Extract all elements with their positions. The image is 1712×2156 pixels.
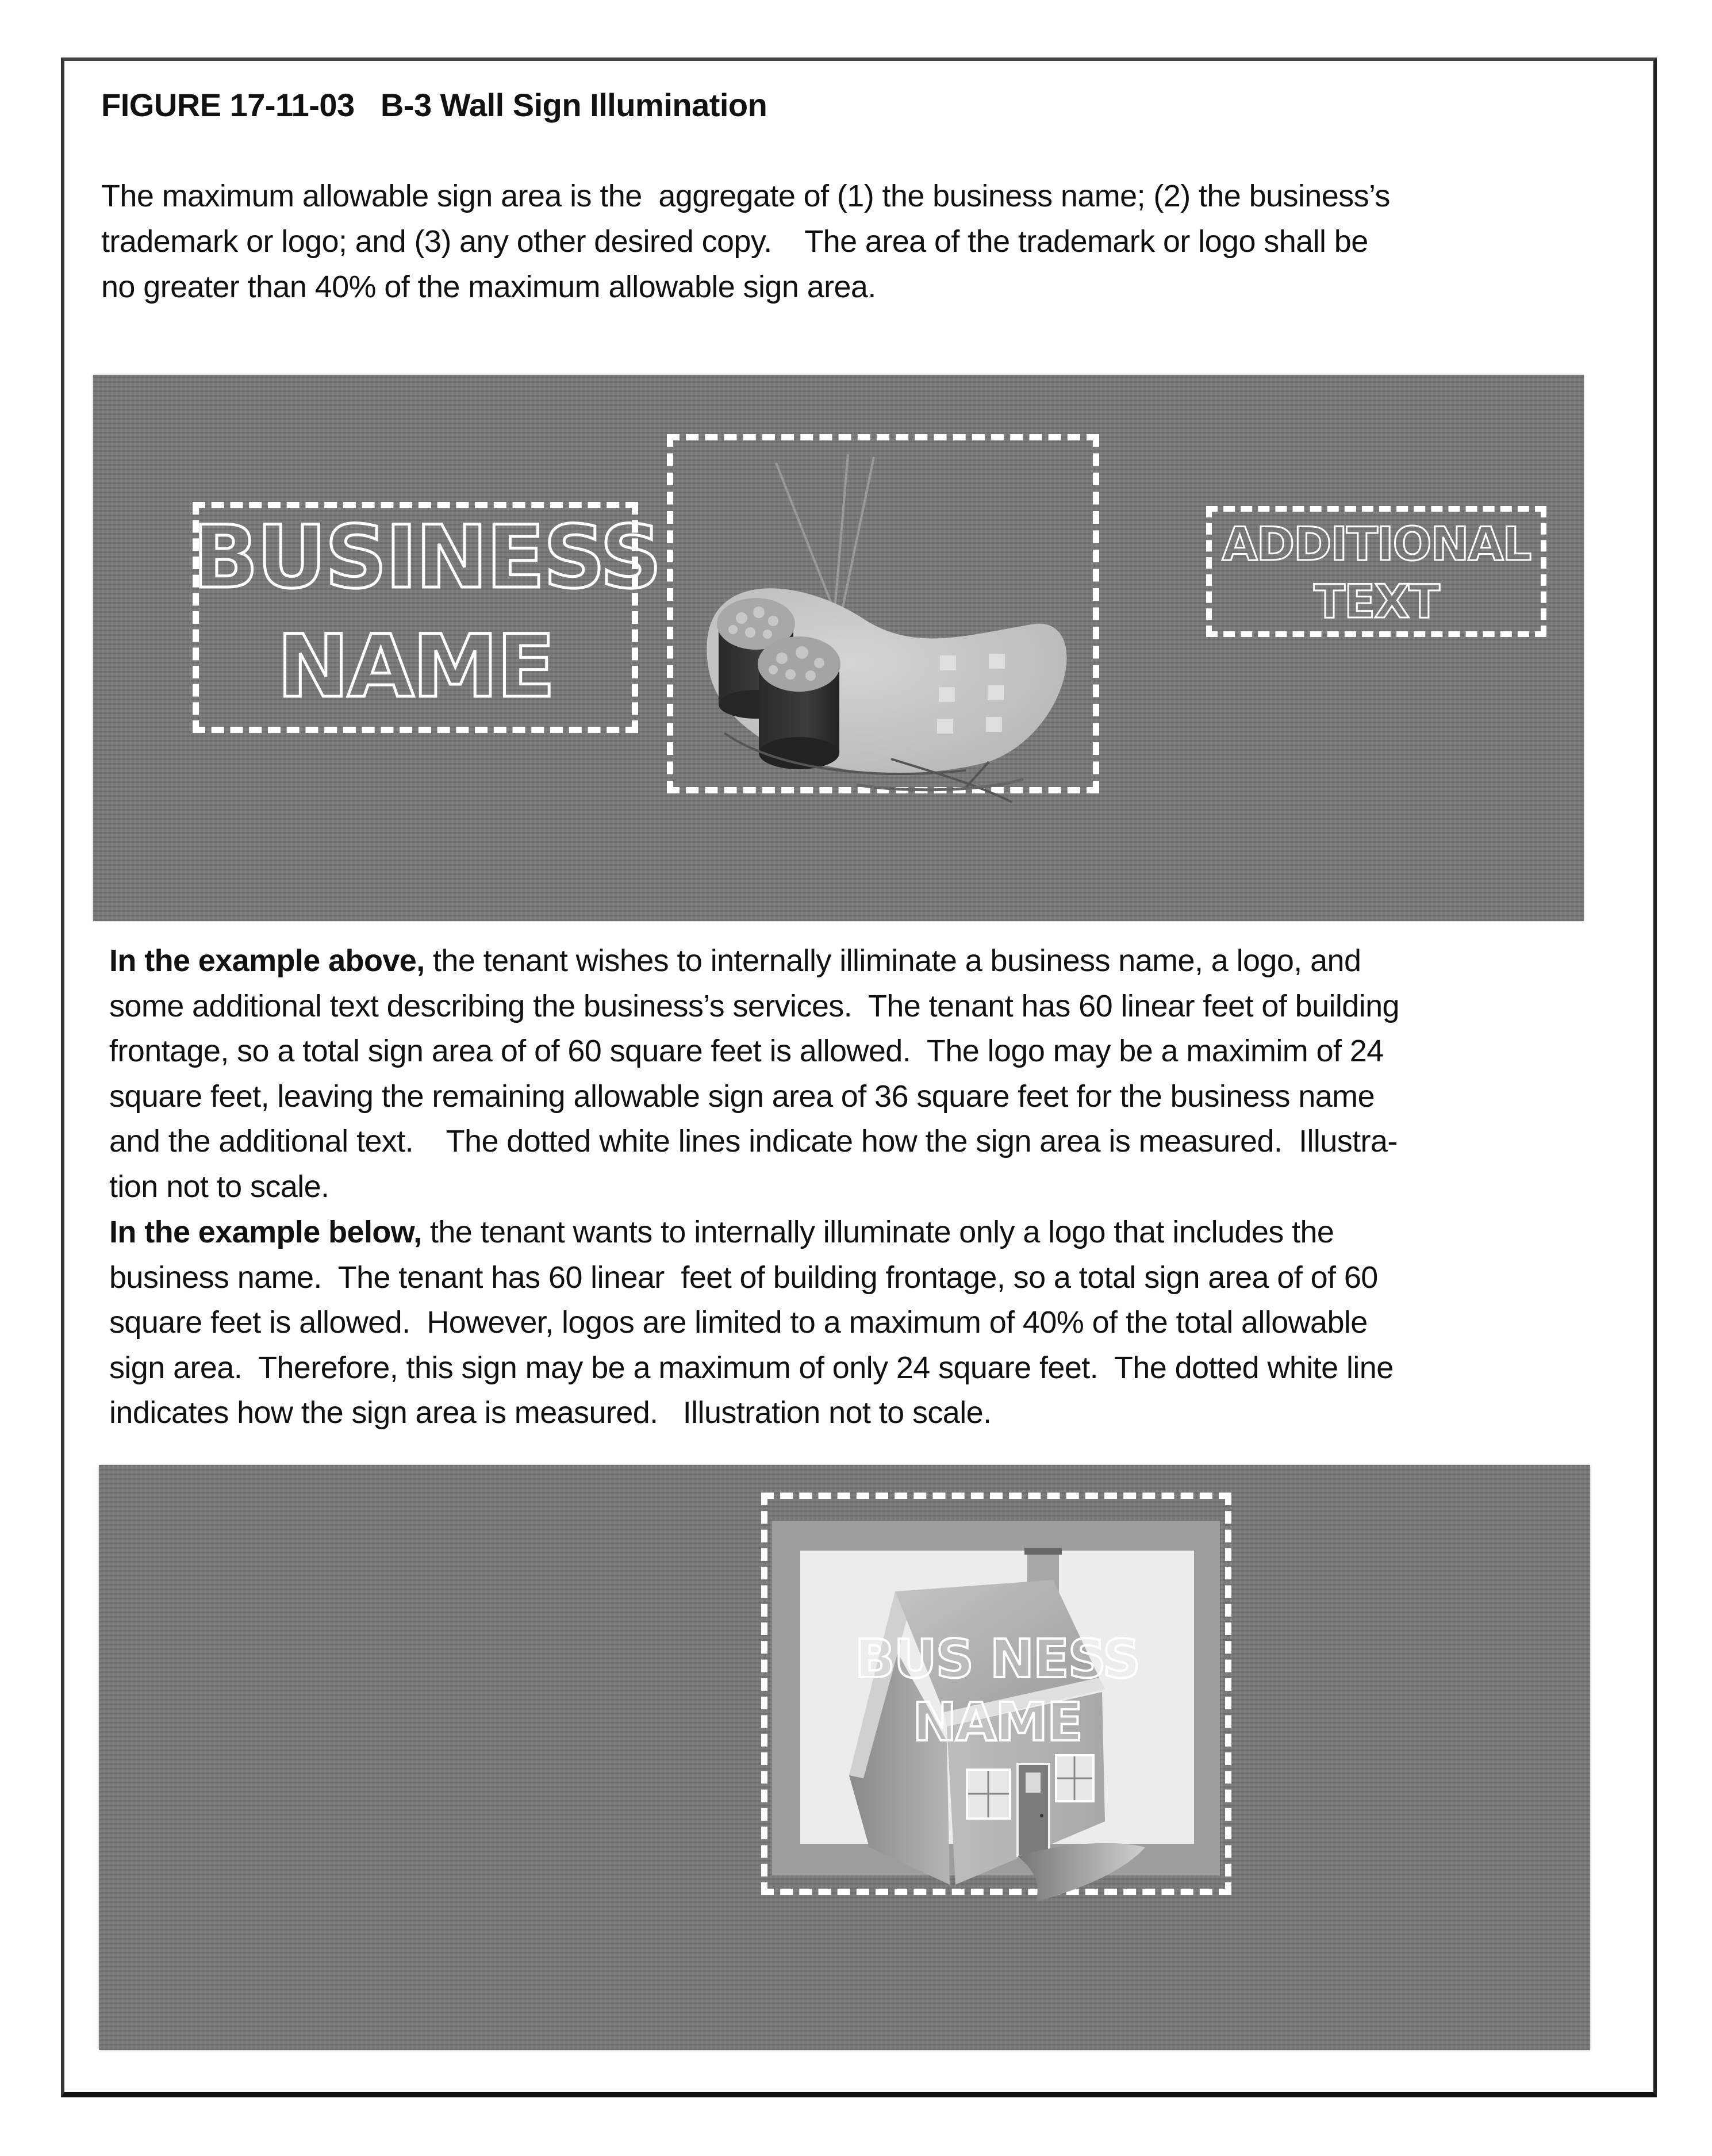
intro-line: The maximum allowable sign area is the aggregate of (1) the business name; (2) the business’s xyxy=(101,179,1390,213)
example-below-line: business name. The tenant has 60 linear feet of building frontage, so a total sign area of of 60 xyxy=(109,1260,1378,1295)
example-below-lead: In the example below, xyxy=(109,1215,422,1249)
wall-sign-example-below xyxy=(99,1465,1590,2050)
additional-text-line2: TEXT xyxy=(1314,575,1439,628)
intro-paragraph xyxy=(101,174,1390,310)
example-above-paragraph xyxy=(109,938,1399,1209)
example-below-line: square feet is allowed. However, logos are limited to a maximum of 40% of the total allowable xyxy=(109,1305,1368,1340)
house-business-name-line2: NAME xyxy=(912,1691,1082,1753)
example-above-lead: In the example above, xyxy=(109,943,425,978)
business-name-line1: BUSINESS xyxy=(193,508,661,608)
example-above-line: frontage, so a total sign area of of 60 square feet is allowed. The logo may be a maximim of 24 xyxy=(109,1034,1384,1068)
business-name-group xyxy=(193,502,661,733)
example-below-paragraph xyxy=(109,1210,1394,1436)
example-below-line: indicates how the sign area is measured. Illustration not to scale. xyxy=(109,1395,992,1430)
example-below-line: sign area. Therefore, this sign may be a maximum of only 24 square feet. The dotted white line xyxy=(109,1350,1394,1385)
example-above-line: the tenant wishes to internally illiminate a business name, a logo, and xyxy=(424,943,1361,978)
business-name-line2: NAME xyxy=(277,617,554,717)
house-business-name-line1: BUS NESS xyxy=(854,1628,1140,1690)
additional-text-group xyxy=(1206,506,1546,637)
intro-line: no greater than 40% of the maximum allowable sign area. xyxy=(101,270,876,304)
sushi-plate-icon xyxy=(667,434,1099,793)
example-below-line: the tenant wants to internally illuminate only a logo that includes the xyxy=(421,1215,1334,1249)
example-above-line: some additional text describing the business’s services. The tenant has 60 linear feet of building xyxy=(109,988,1399,1023)
example-above-line: square feet, leaving the remaining allowable sign area of 36 square feet for the business name xyxy=(109,1079,1375,1114)
additional-text-line1: ADDITIONAL xyxy=(1222,517,1531,571)
example-above-line: tion not to scale. xyxy=(109,1169,329,1204)
house-business-name-group xyxy=(800,1551,1194,1844)
figure-title: FIGURE 17-11-03 B-3 Wall Sign Illumination xyxy=(101,87,767,123)
intro-line: trademark or logo; and (3) any other desired copy. The area of the trademark or logo shall be xyxy=(101,224,1368,259)
example-above-line: and the additional text. The dotted white lines indicate how the sign area is measured. Illustra- xyxy=(109,1124,1398,1158)
wall-sign-example-above xyxy=(93,375,1584,921)
